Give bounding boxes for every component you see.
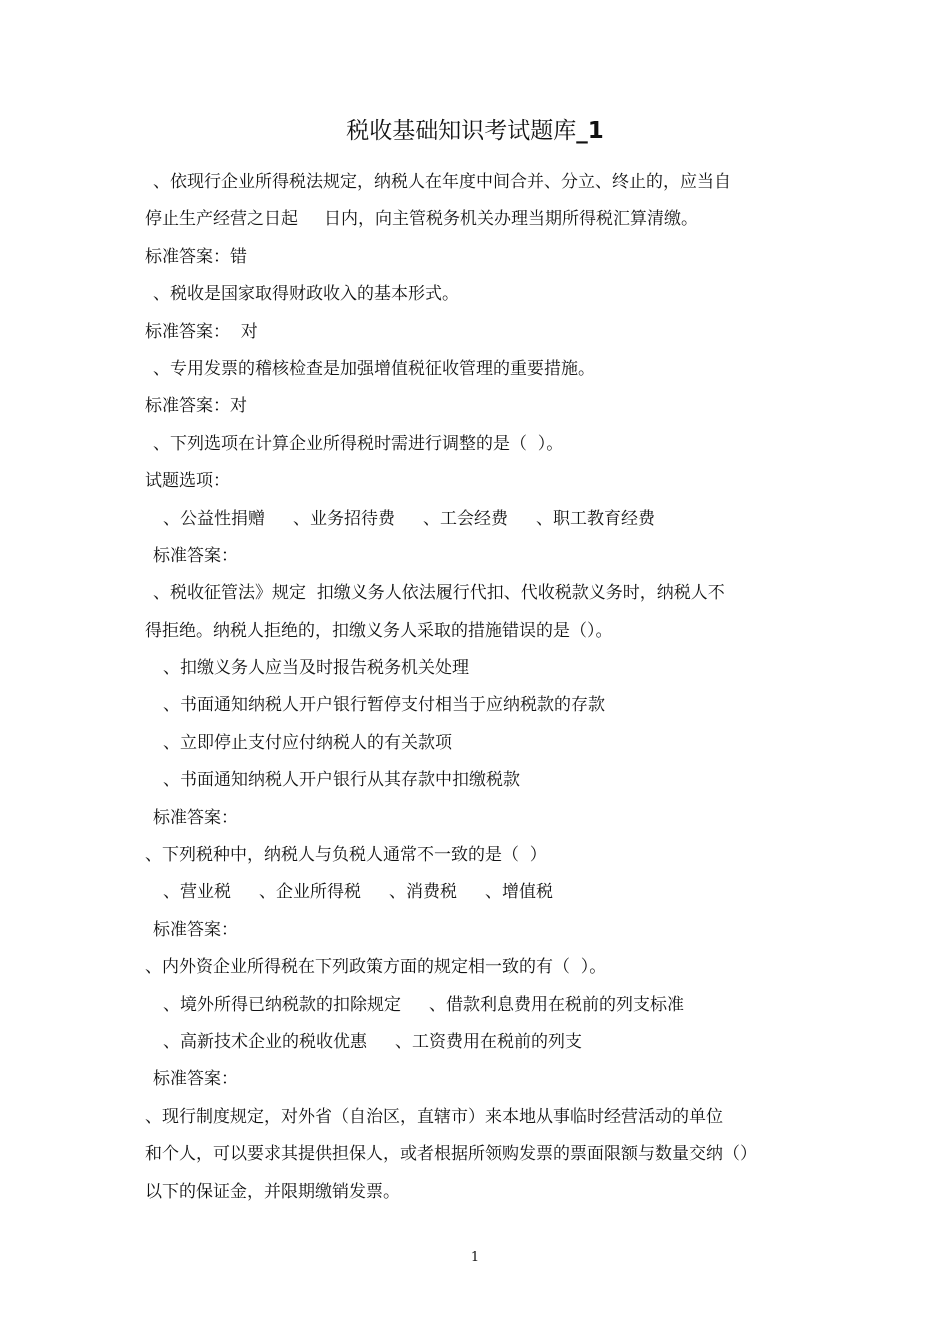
answer-1: 标准答案：错 xyxy=(145,246,247,267)
question-3: 、专用发票的稽核检查是加强增值税征收管理的重要措施。 xyxy=(153,358,595,379)
question-5-line-2: 得拒绝。纳税人拒绝的，扣缴义务人采取的措施错误的是（）。 xyxy=(145,620,613,641)
option-item: 、工会经费 xyxy=(423,508,508,529)
answer-2: 标准答案： 对 xyxy=(145,321,258,342)
question-1-line-1: 、依现行企业所得税法规定，纳税人在年度中间合并、分立、终止的，应当自 xyxy=(153,172,731,192)
page-title xyxy=(0,116,950,146)
answer-7: 标准答案： xyxy=(153,1069,238,1090)
option-item: 、书面通知纳税人开户银行从其存款中扣缴税款 xyxy=(163,770,520,791)
question-5-line-1: 、税收征管法》规定 扣缴义务人依法履行代扣、代收税款义务时，纳税人不 xyxy=(153,583,725,604)
question-8-line-1: 、现行制度规定，对外省（自治区，直辖市）来本地从事临时经营活动的单位 xyxy=(145,1106,723,1127)
option-item: 、借款利息费用在税前的列支标准 xyxy=(429,994,684,1015)
answer-5: 标准答案： xyxy=(153,807,238,828)
answer-6: 标准答案： xyxy=(153,919,238,940)
option-item: 、企业所得税 xyxy=(259,882,361,903)
option-item: 、立即停止支付应付纳税人的有关款项 xyxy=(163,732,452,753)
option-item: 、业务招待费 xyxy=(293,508,395,529)
question-6: 、下列税种中，纳税人与负税人通常不一致的是（ ） xyxy=(145,845,547,866)
question-1-line-2 xyxy=(145,201,810,238)
question-2: 、税收是国家取得财政收入的基本形式。 xyxy=(153,284,459,305)
option-item: 、职工教育经费 xyxy=(536,508,655,529)
question-1-text-pre: 停止生产经营之日起 xyxy=(145,209,298,230)
title-suffix: _1 xyxy=(576,118,604,144)
option-item: 、扣缴义务人应当及时报告税务机关处理 xyxy=(163,658,469,679)
option-item: 、高新技术企业的税收优惠 xyxy=(163,1031,367,1052)
option-item: 、营业税 xyxy=(163,882,231,903)
options-label: 试题选项： xyxy=(145,471,230,492)
title-text: 税收基础知识考试题库 xyxy=(346,118,577,144)
question-1-text-post: 日内，向主管税务机关办理当期所得税汇算清缴。 xyxy=(324,209,698,230)
option-item: 、书面通知纳税人开户银行暂停支付相当于应纳税款的存款 xyxy=(163,695,605,716)
question-4-options xyxy=(145,501,810,538)
option-item: 、增值税 xyxy=(485,882,553,903)
answer-4: 标准答案： xyxy=(153,545,238,566)
page-number: 1 xyxy=(470,1250,480,1265)
question-4: 、下列选项在计算企业所得税时需进行调整的是（ ）。 xyxy=(153,433,564,454)
option-item: 、境外所得已纳税款的扣除规定 xyxy=(163,994,401,1015)
question-7-options-row-2 xyxy=(145,1024,810,1061)
option-item: 、工资费用在税前的列支 xyxy=(395,1031,582,1052)
question-6-options xyxy=(145,874,810,911)
question-8-line-2: 和个人，可以要求其提供担保人，或者根据所领购发票的票面限额与数量交纳（） xyxy=(145,1144,757,1165)
answer-3: 标准答案：对 xyxy=(145,396,247,417)
question-7-options-row-1 xyxy=(145,987,810,1024)
question-7: 、内外资企业所得税在下列政策方面的规定相一致的有（ ）。 xyxy=(145,957,607,978)
option-item: 、公益性捐赠 xyxy=(163,508,265,529)
option-item: 、消费税 xyxy=(389,882,457,903)
question-8-line-3: 以下的保证金，并限期缴销发票。 xyxy=(145,1181,400,1202)
question-list xyxy=(145,164,810,1211)
